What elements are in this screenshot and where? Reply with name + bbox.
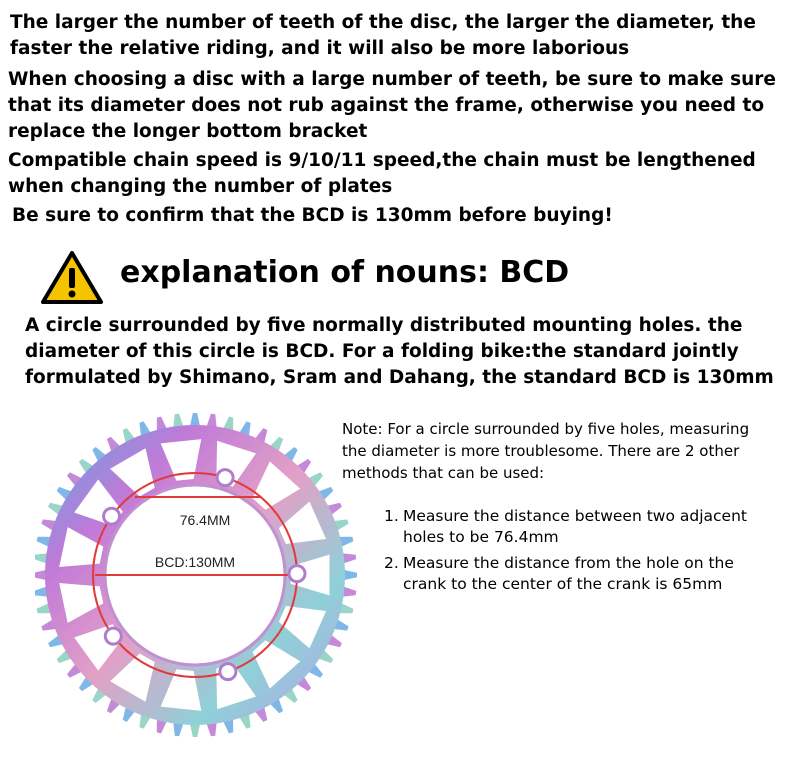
method-1-line-2: holes to be 76.4mm (403, 528, 559, 546)
mounting-hole (220, 664, 236, 680)
intro-line-8: Be sure to confirm that the BCD is 130mm before buying! (12, 205, 613, 226)
method-2-number: 2. (384, 554, 399, 572)
warning-triangle-icon (40, 250, 104, 306)
definition-line-2: diameter of this circle is BCD. For a folding bike:the standard jointly (25, 341, 739, 362)
bcd-label: BCD:130MM (154, 554, 236, 570)
method-1-number: 1. (384, 507, 399, 525)
definition-line-3: formulated by Shimano, Sram and Dahang, the standard BCD is 130mm (25, 367, 774, 388)
method-2-line-2: crank to the center of the crank is 65mm (403, 575, 723, 593)
intro-line-1: The larger the number of teeth of the disc, the larger the diameter, the (10, 12, 756, 33)
mounting-hole (104, 508, 120, 524)
mounting-hole (217, 470, 233, 486)
mounting-hole (289, 566, 305, 582)
intro-line-4: that its diameter does not rub against the frame, otherwise you need to (8, 95, 765, 116)
intro-line-7: when changing the number of plates (8, 176, 393, 197)
intro-line-6: Compatible chain speed is 9/10/11 speed,the chain must be lengthened (8, 150, 756, 171)
method-1-line-1: Measure the distance between two adjacent (403, 507, 747, 525)
hole-distance-label: 76.4MM (179, 512, 231, 528)
definition-line-1: A circle surrounded by five normally distributed mounting holes. the (25, 315, 743, 336)
bcd-heading: explanation of nouns: BCD (120, 255, 570, 290)
intro-line-3: When choosing a disc with a large number of teeth, be sure to make sure (8, 69, 776, 90)
note-line-2: the diameter is more troublesome. There are 2 other (342, 442, 740, 460)
note-line-3: methods that can be used: (342, 464, 545, 482)
mounting-hole (105, 628, 121, 644)
note-line-1: Note: For a circle surrounded by five holes, measuring (342, 420, 750, 438)
intro-line-2: faster the relative riding, and it will also be more laborious (10, 38, 630, 59)
intro-line-5: replace the longer bottom bracket (8, 121, 368, 142)
method-2-line-1: Measure the distance from the hole on the (403, 554, 734, 572)
chainring-diagram (35, 397, 365, 767)
